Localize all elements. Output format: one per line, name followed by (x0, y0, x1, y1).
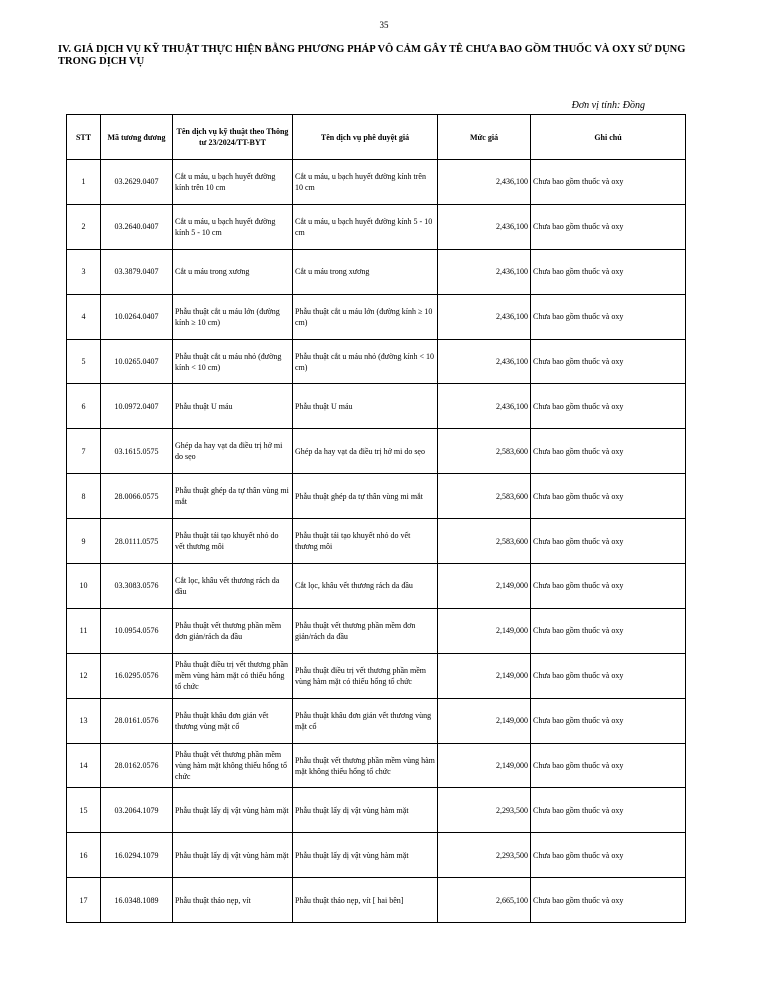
cell-stt: 4 (67, 294, 101, 339)
cell-stt: 8 (67, 474, 101, 519)
cell-stt: 16 (67, 833, 101, 878)
cell-code: 03.3083.0576 (101, 564, 173, 609)
cell-name-approved: Phẫu thuật tái tạo khuyết nhỏ do vết thương môi (293, 519, 438, 564)
cell-price: 2,149,000 (438, 698, 531, 743)
cell-code: 10.0954.0576 (101, 608, 173, 653)
cell-code: 28.0161.0576 (101, 698, 173, 743)
cell-name-approved: Phẫu thuật lấy dị vật vùng hàm mặt (293, 833, 438, 878)
table-row (67, 743, 686, 788)
cell-price: 2,583,600 (438, 429, 531, 474)
cell-name-tt: Phẫu thuật cắt u máu lớn (đường kính ≥ 10 cm) (173, 294, 293, 339)
cell-name-tt: Cắt u máu, u bạch huyết đường kính 5 - 10 cm (173, 204, 293, 249)
cell-code: 03.1615.0575 (101, 429, 173, 474)
cell-code: 03.2064.1079 (101, 788, 173, 833)
price-table (66, 114, 686, 923)
table-row (67, 653, 686, 698)
cell-price: 2,293,500 (438, 833, 531, 878)
table-row (67, 474, 686, 519)
cell-price: 2,149,000 (438, 608, 531, 653)
cell-stt: 9 (67, 519, 101, 564)
cell-note: Chưa bao gồm thuốc và oxy (531, 429, 686, 474)
header-code: Mã tương đương (101, 115, 173, 160)
table-row (67, 833, 686, 878)
table-row (67, 249, 686, 294)
cell-name-tt: Phẫu thuật ghép da tự thân vùng mi mắt (173, 474, 293, 519)
table-row (67, 878, 686, 923)
cell-name-tt: Phẫu thuật cắt u máu nhỏ (đường kính < 10 cm) (173, 339, 293, 384)
cell-price: 2,436,100 (438, 384, 531, 429)
cell-name-approved: Phẫu thuật cắt u máu lớn (đường kính ≥ 10 cm) (293, 294, 438, 339)
cell-name-approved: Phẫu thuật vết thương phần mềm đơn giản/rách da đầu (293, 608, 438, 653)
section-title: IV. GIÁ DỊCH VỤ KỸ THUẬT THỰC HIỆN BẰNG PHƯƠNG PHÁP VÔ CẢM GÂY TÊ CHƯA BAO GỒM THUỐC VÀ OXY SỬ DỤNG TRONG DỊCH VỤ (58, 44, 686, 67)
cell-code: 28.0111.0575 (101, 519, 173, 564)
cell-note: Chưa bao gồm thuốc và oxy (531, 294, 686, 339)
header-name-tt: Tên dịch vụ kỹ thuật theo Thông tư 23/2024/TT-BYT (173, 115, 293, 160)
cell-name-approved: Phẫu thuật tháo nẹp, vít [ hai bên] (293, 878, 438, 923)
cell-stt: 14 (67, 743, 101, 788)
cell-note: Chưa bao gồm thuốc và oxy (531, 788, 686, 833)
cell-code: 10.0972.0407 (101, 384, 173, 429)
cell-code: 16.0294.1079 (101, 833, 173, 878)
cell-stt: 2 (67, 204, 101, 249)
page-number: 35 (379, 20, 389, 30)
cell-name-approved: Phẫu thuật cắt u máu nhỏ (đường kính < 10 cm) (293, 339, 438, 384)
cell-stt: 11 (67, 608, 101, 653)
table-row (67, 204, 686, 249)
cell-name-tt: Phẫu thuật vết thương phần mềm vùng hàm mặt không thiếu hổng tổ chức (173, 743, 293, 788)
cell-note: Chưa bao gồm thuốc và oxy (531, 698, 686, 743)
cell-note: Chưa bao gồm thuốc và oxy (531, 653, 686, 698)
cell-stt: 1 (67, 160, 101, 205)
cell-name-approved: Cắt u máu, u bạch huyết đường kính 5 - 10 cm (293, 204, 438, 249)
cell-name-tt: Phẫu thuật lấy dị vật vùng hàm mặt (173, 833, 293, 878)
cell-code: 03.3879.0407 (101, 249, 173, 294)
cell-note: Chưa bao gồm thuốc và oxy (531, 249, 686, 294)
cell-stt: 12 (67, 653, 101, 698)
cell-stt: 5 (67, 339, 101, 384)
cell-code: 10.0265.0407 (101, 339, 173, 384)
cell-price: 2,436,100 (438, 339, 531, 384)
cell-code: 03.2640.0407 (101, 204, 173, 249)
cell-code: 16.0348.1089 (101, 878, 173, 923)
unit-note: Đơn vị tính: Đồng (571, 100, 645, 111)
cell-stt: 7 (67, 429, 101, 474)
table-row (67, 294, 686, 339)
cell-name-tt: Phẫu thuật khâu đơn giản vết thương vùng mặt cổ (173, 698, 293, 743)
cell-note: Chưa bao gồm thuốc và oxy (531, 339, 686, 384)
cell-stt: 10 (67, 564, 101, 609)
header-note: Ghi chú (531, 115, 686, 160)
cell-note: Chưa bao gồm thuốc và oxy (531, 833, 686, 878)
cell-name-approved: Phẫu thuật điều trị vết thương phần mềm vùng hàm mặt có thiếu hổng tổ chức (293, 653, 438, 698)
table-row (67, 160, 686, 205)
header-price: Mức giá (438, 115, 531, 160)
cell-note: Chưa bao gồm thuốc và oxy (531, 743, 686, 788)
cell-note: Chưa bao gồm thuốc và oxy (531, 519, 686, 564)
cell-note: Chưa bao gồm thuốc và oxy (531, 384, 686, 429)
table-row (67, 429, 686, 474)
cell-name-tt: Phẫu thuật vết thương phần mềm đơn giản/rách da đầu (173, 608, 293, 653)
cell-code: 28.0066.0575 (101, 474, 173, 519)
cell-code: 28.0162.0576 (101, 743, 173, 788)
cell-name-approved: Phẫu thuật ghép da tự thân vùng mi mắt (293, 474, 438, 519)
cell-name-approved: Phẫu thuật U máu (293, 384, 438, 429)
cell-price: 2,293,500 (438, 788, 531, 833)
cell-code: 03.2629.0407 (101, 160, 173, 205)
cell-name-approved: Phẫu thuật vết thương phần mềm vùng hàm mặt không thiếu hổng tổ chức (293, 743, 438, 788)
table-header-row (67, 115, 686, 160)
cell-name-tt: Phẫu thuật U máu (173, 384, 293, 429)
cell-name-approved: Cắt lọc, khâu vết thương rách da đầu (293, 564, 438, 609)
cell-name-approved: Cắt u máu, u bạch huyết đường kính trên 10 cm (293, 160, 438, 205)
table-row (67, 519, 686, 564)
cell-name-approved: Phẫu thuật khâu đơn giản vết thương vùng mặt cổ (293, 698, 438, 743)
cell-name-tt: Phẫu thuật điều trị vết thương phần mềm vùng hàm mặt có thiếu hổng tổ chức (173, 653, 293, 698)
cell-note: Chưa bao gồm thuốc và oxy (531, 878, 686, 923)
cell-note: Chưa bao gồm thuốc và oxy (531, 160, 686, 205)
cell-name-tt: Cắt u máu, u bạch huyết đường kính trên 10 cm (173, 160, 293, 205)
cell-name-approved: Cắt u máu trong xương (293, 249, 438, 294)
cell-code: 10.0264.0407 (101, 294, 173, 339)
cell-price: 2,436,100 (438, 249, 531, 294)
cell-name-tt: Cắt u máu trong xương (173, 249, 293, 294)
cell-stt: 6 (67, 384, 101, 429)
cell-name-tt: Ghép da hay vạt da điều trị hở mi do sẹo (173, 429, 293, 474)
cell-price: 2,149,000 (438, 564, 531, 609)
cell-name-tt: Cắt lọc, khâu vết thương rách da đầu (173, 564, 293, 609)
cell-price: 2,583,600 (438, 474, 531, 519)
cell-note: Chưa bao gồm thuốc và oxy (531, 204, 686, 249)
cell-price: 2,583,600 (438, 519, 531, 564)
cell-stt: 3 (67, 249, 101, 294)
cell-note: Chưa bao gồm thuốc và oxy (531, 474, 686, 519)
cell-price: 2,149,000 (438, 743, 531, 788)
table-row (67, 339, 686, 384)
header-stt: STT (67, 115, 101, 160)
cell-stt: 13 (67, 698, 101, 743)
table-body (67, 160, 686, 923)
cell-name-tt: Phẫu thuật tái tạo khuyết nhỏ do vết thương môi (173, 519, 293, 564)
header-name-approved: Tên dịch vụ phê duyệt giá (293, 115, 438, 160)
cell-name-tt: Phẫu thuật lấy dị vật vùng hàm mặt (173, 788, 293, 833)
cell-stt: 17 (67, 878, 101, 923)
cell-stt: 15 (67, 788, 101, 833)
cell-price: 2,149,000 (438, 653, 531, 698)
table-row (67, 564, 686, 609)
cell-price: 2,665,100 (438, 878, 531, 923)
table-row (67, 788, 686, 833)
cell-name-approved: Ghép da hay vạt da điều trị hở mi do sẹo (293, 429, 438, 474)
cell-price: 2,436,100 (438, 204, 531, 249)
cell-name-approved: Phẫu thuật lấy dị vật vùng hàm mặt (293, 788, 438, 833)
table-row (67, 384, 686, 429)
table-row (67, 698, 686, 743)
cell-name-tt: Phẫu thuật tháo nẹp, vít (173, 878, 293, 923)
cell-note: Chưa bao gồm thuốc và oxy (531, 608, 686, 653)
cell-note: Chưa bao gồm thuốc và oxy (531, 564, 686, 609)
cell-code: 16.0295.0576 (101, 653, 173, 698)
cell-price: 2,436,100 (438, 160, 531, 205)
cell-price: 2,436,100 (438, 294, 531, 339)
table-row (67, 608, 686, 653)
